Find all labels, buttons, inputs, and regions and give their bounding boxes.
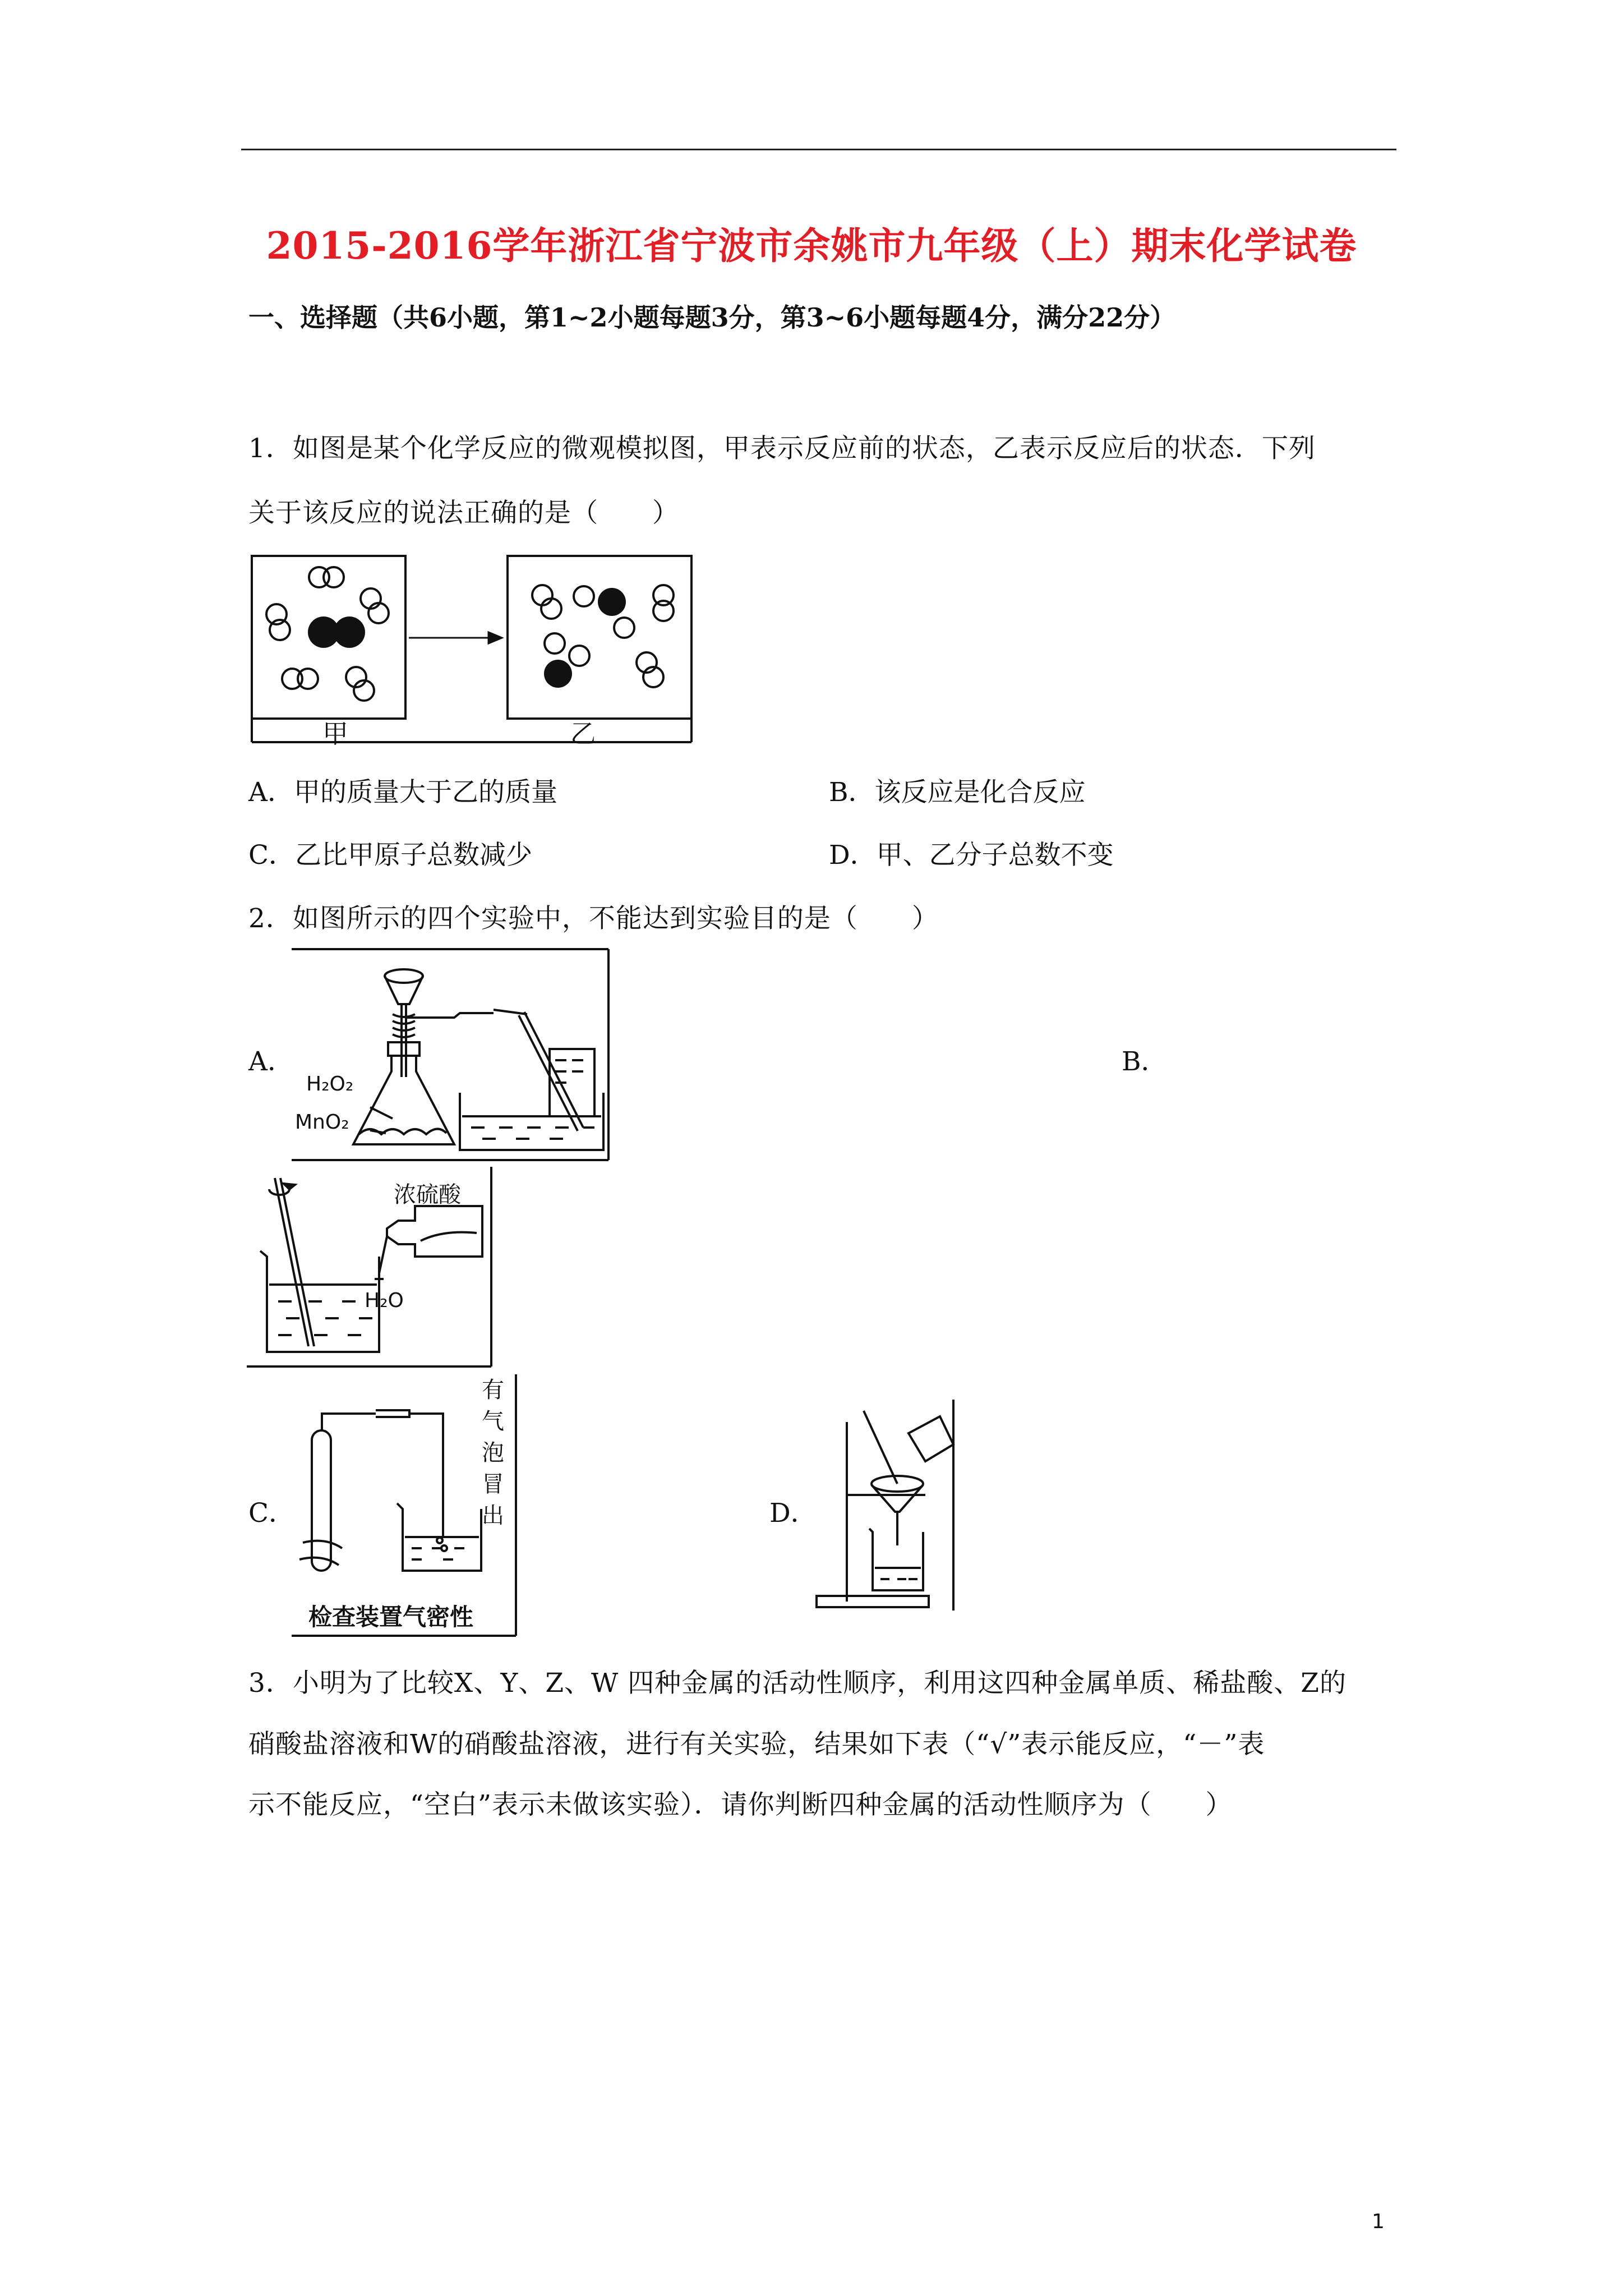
- q1-option-a: A．甲的质量大于乙的质量: [248, 777, 557, 808]
- header-rule: [241, 149, 1396, 150]
- q1-line2: 关于该反应的说法正确的是（ ）: [248, 498, 679, 528]
- fig-label-jia: 甲: [322, 719, 348, 749]
- label-mno2: MnO₂: [295, 1111, 349, 1134]
- q3-line3: 示不能反应，“空白”表示未做该实验）．请你判断四种金属的活动性顺序为（ ）: [248, 1789, 1233, 1820]
- q2-figure-b: [247, 1167, 494, 1369]
- label-h2o2: H₂O₂: [306, 1073, 354, 1096]
- section-heading: 一、选择题（共6小题，第1~2小题每题3分，第3~6小题每题4分，满分22分）: [248, 302, 1176, 333]
- q2-line1: 2．如图所示的四个实验中，不能达到实验目的是（ ）: [248, 903, 939, 934]
- label-bubbles: 有 气 泡 冒 出: [482, 1377, 504, 1529]
- fig-label-yi: 乙: [570, 719, 596, 749]
- q2-figure-d: [813, 1400, 959, 1613]
- q1-option-d: D．甲、乙分子总数不变: [829, 840, 1114, 871]
- q2-label-a: A．: [248, 1046, 294, 1077]
- q2-figure-c: [292, 1374, 527, 1638]
- q1-molecule-figure: [248, 553, 697, 749]
- q2-label-c: C．: [248, 1498, 295, 1529]
- q1-option-b: B．该反应是化合反应: [829, 777, 1086, 808]
- page-number: 1: [1372, 2210, 1385, 2233]
- q2-label-d: D．: [769, 1498, 817, 1529]
- label-water: H₂O: [365, 1289, 404, 1312]
- q3-line1: 3．小明为了比较X、Y、Z、W 四种金属的活动性顺序，利用这四种金属单质、稀盐酸、Z的: [248, 1668, 1347, 1699]
- label-conc-acid: 浓硫酸: [394, 1182, 461, 1208]
- label-airtight-check: 检查装置气密性: [308, 1603, 474, 1631]
- q3-line2: 硝酸盐溶液和W的硝酸盐溶液，进行有关实验，结果如下表（“√”表示能反应，“－”表: [248, 1729, 1265, 1760]
- q2-figure-a: [292, 948, 611, 1164]
- q2-label-b: B．: [1122, 1046, 1168, 1077]
- page-title: 2015-2016学年浙江省宁波市余姚市九年级（上）期末化学试卷: [266, 224, 1357, 268]
- q1-option-c: C．乙比甲原子总数减少: [248, 840, 532, 871]
- q1-line1: 1．如图是某个化学反应的微观模拟图，甲表示反应前的状态，乙表示反应后的状态．下列: [248, 433, 1316, 464]
